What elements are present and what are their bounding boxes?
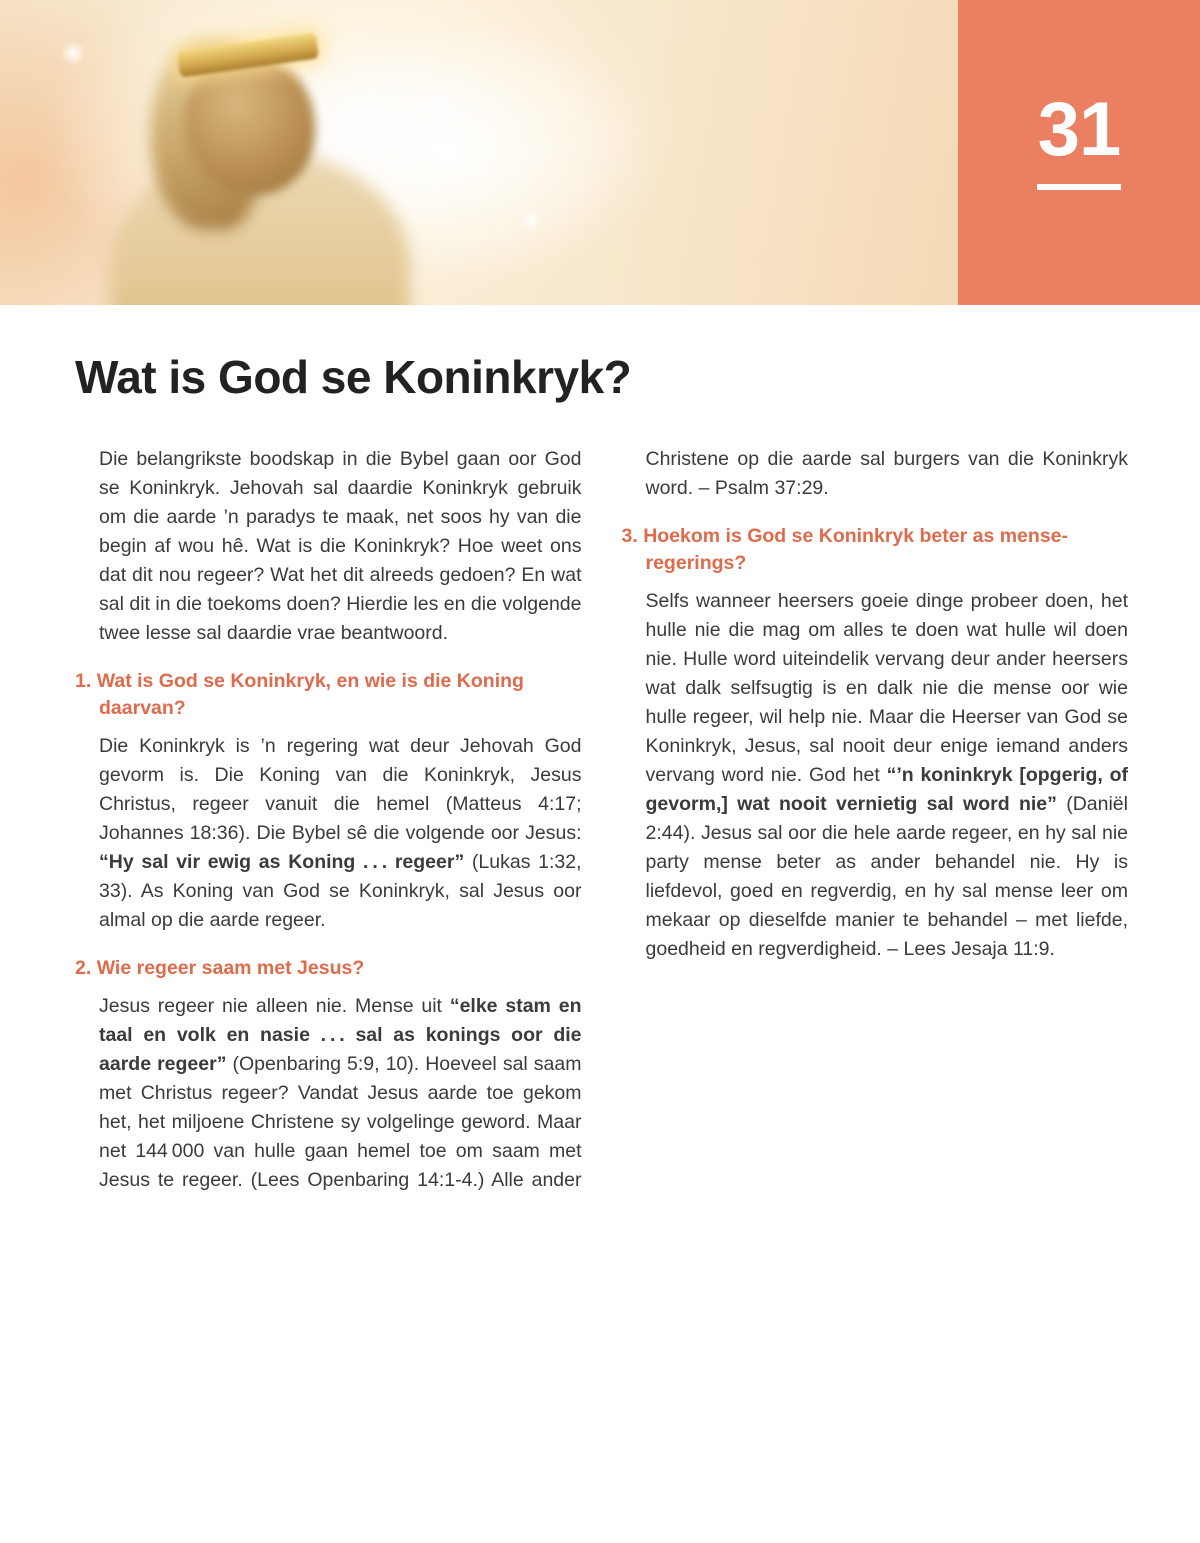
- body-text: Die belangrikste boodskap in die Bybel gaan oor God se Koninkryk. Jehovah sal daardie Koninkryk gebruik om die aarde ’n paradys te maak, net soos hy van die begin af wou hê. Wat is die Koninkryk? Hoe weet ons dat dit nou regeer? Wat het dit alreeds gedoen? En wat sal dit in die toekoms doen? Hierdie les en die volgende twee lesse sal daardie vrae beantwoord.: [99, 447, 582, 644]
- question-number: 2.: [75, 956, 97, 979]
- question-number: 3.: [621, 524, 644, 547]
- scripture-quote: “’n koninkryk [opgerig, of gevorm,] wat nooit vernietig sal word nie”: [645, 763, 1128, 815]
- scripture-quote: “elke stam en taal en volk en nasie . . . sal as konings oor die aarde regeer”: [99, 994, 582, 1075]
- sparkle-icon: [60, 40, 86, 66]
- hero-image: [0, 0, 1200, 305]
- page-title: Wat is God se Koninkryk?: [75, 351, 632, 403]
- body-text: (Daniël 2:44). Jesus sal oor die hele aarde regeer, en hy sal nie party mense beter as ander behandel nie. Hy is liefdevol, goed en regverdig, en hy sal mense leer om mekaar op dieselfde manier te behandel – met liefde, goedheid en regverdigheid. – Lees Jesaja 11:9.: [645, 792, 1128, 960]
- sparkle-icon: [420, 90, 460, 130]
- lesson-number-underline: [1037, 184, 1121, 190]
- sparkle-icon: [520, 210, 542, 232]
- question-heading: 3. Hoekom is God se Koninkryk beter as menseregerings?: [621, 524, 1069, 574]
- paragraph: [622, 587, 1129, 964]
- scripture-quote: “Hy sal vir ewig as Koning . . . regeer”: [99, 850, 465, 873]
- body-text: (Openbaring 5:9, 10). Hoeveel sal saam met Christus regeer? Vandat Jesus aarde toe gekom het, het miljoene Christene sy volgelinge geword. Maar net 144 000 van hulle gaan hemel toe om saam met Jesus te regeer. (Lees Openbaring 14:1-4.) Alle ander Christene op die aarde sal burgers van die Koninkryk word. – Psalm 37:29.: [99, 447, 1128, 1191]
- paragraph: [75, 732, 582, 935]
- body-text: (Lukas 1:32, 33). As Koning van God se Koninkryk, sal Jesus oor almal op die aarde regeer.: [99, 850, 582, 931]
- question-heading: 2. Wie regeer saam met Jesus?: [75, 956, 365, 979]
- body-text: Die Koninkryk is ’n regering wat deur Jehovah God gevorm is. Die Koning van die Koninkryk, Jesus Christus, regeer vanuit die hemel (Matteus 4:17; Johannes 18:36). Die Bybel sê die volgende oor Jesus:: [99, 734, 582, 844]
- question-heading: 1. Wat is God se Koninkryk, en wie is die Koning daarvan?: [75, 669, 524, 719]
- question-number: 1.: [75, 669, 97, 692]
- paragraph: [75, 445, 582, 648]
- body-text: Jesus regeer nie alleen nie. Mense uit: [99, 994, 450, 1017]
- article-body: [75, 445, 1128, 1245]
- lesson-number: 31: [1037, 87, 1121, 172]
- body-text: Selfs wanneer heersers goeie dinge probeer doen, het hulle nie die mag om alles te doen wat hulle wil doen nie. Hulle word uiteindelik vervang deur ander heersers wat dalk selfsugtig is en dalk nie die mense oor wie hulle regeer, wil help nie. Maar die Heerser van God se Koninkryk, Jesus, sal nooit deur enige iemand anders vervang word nie. God het: [645, 589, 1128, 786]
- lesson-number-panel: [958, 0, 1200, 305]
